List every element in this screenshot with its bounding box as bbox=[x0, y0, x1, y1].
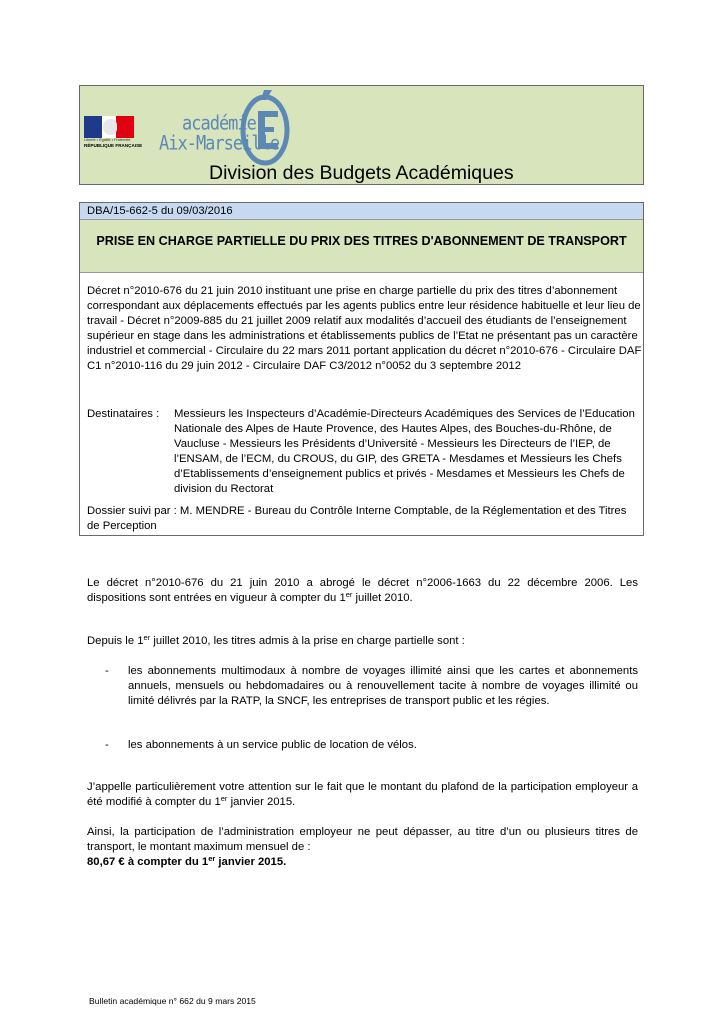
recipients-text: Messieurs les Inspecteurs d’Académie-Directeurs Académiques des Services de l’Education Nationale des Alpes de Haute Provence, des Hautes Alpes, des Bouches-du-Rhône, de Vaucluse - Messieurs les Présidents d’Université - Messieurs les Directeurs de l’IEP, de l’ENSAM, de l’ECM, du CROUS, du GIP, des GRETA - Mesdames et Messieurs les Chefs d’Etablissements d’enseignement publics et privés - Mesdames et Messieurs les Chefs de division du Rectorat bbox=[174, 408, 635, 496]
division-title: Division des Budgets Académiques bbox=[209, 162, 514, 184]
paragraph-attention: J’appelle particulièrement votre attention sur le fait que le montant du plafond de la participation employeur a été modifié à compter du 1er janvier 2015. bbox=[87, 781, 638, 809]
logo-aix-marseille-text: Aix-Marseille bbox=[159, 132, 280, 155]
republic-motto: Liberté • Égalité • Fraternité bbox=[84, 138, 131, 142]
bullet-marker: - bbox=[105, 665, 109, 677]
reference-number: DBA/15-662-5 du 09/03/2016 bbox=[80, 203, 643, 220]
page-footer: Bulletin académique n° 662 du 9 mars 2015 bbox=[89, 996, 256, 1006]
document-title: PRISE EN CHARGE PARTIELLE DU PRIX DES TITRES D'ABONNEMENT DE TRANSPORT bbox=[96, 234, 627, 248]
title-band bbox=[80, 220, 643, 273]
letterhead bbox=[79, 85, 644, 185]
republic-name: RÉPUBLIQUE FRANÇAISE bbox=[84, 143, 143, 148]
maximum-amount: 80,67 € à compter du 1er janvier 2015. bbox=[87, 854, 287, 869]
paragraph-since: Depuis le 1er juillet 2010, les titres admis à la prise en charge partielle sont : bbox=[87, 633, 465, 647]
bullet-marker: - bbox=[105, 739, 109, 751]
logo-academie-text: académie bbox=[182, 112, 256, 135]
french-flag-icon bbox=[84, 116, 134, 138]
circular-info-box bbox=[79, 202, 644, 536]
list-item: les abonnements à un service public de location de vélos. bbox=[128, 739, 417, 751]
followed-by: Dossier suivi par : M. MENDRE - Bureau du Contrôle Interne Comptable, de la Réglementation et des Titres de Perception bbox=[87, 505, 627, 533]
list-item: les abonnements multimodaux à nombre de voyages illimité ainsi que les cartes et abonnements annuels, mensuels ou hebdomadaires ou à renouvellement tacite à nombre de voyages illimité ou limité délivrés par la RATP, la SNCF, les entreprises de transport public et les régies. bbox=[128, 665, 638, 708]
recipients-label: Destinataires : bbox=[87, 408, 160, 420]
paragraph-maximum: Ainsi, la participation de l’administration employeur ne peut dépasser, au titre d’un ou plusieurs titres de transport, le montant maximum mensuel de : 80,67 € à compter du 1er janvier 2015. bbox=[87, 826, 638, 869]
marianne-logo bbox=[84, 116, 143, 154]
paragraph-decree: Le décret n°2010-676 du 21 juin 2010 a abrogé le décret n°2006-1663 du 22 décembre 2006. Les dispositions sont entrées en vigueur à compter du 1er juillet 2010. bbox=[87, 577, 638, 605]
legal-references: Décret n°2010-676 du 21 juin 2010 instituant une prise en charge partielle du prix des titres d’abonnement correspondant aux déplacements effectués par les agents publics entre leur résidence habituelle et leur lieu de travail - Décret n°2009-885 du 21 juillet 2009 relatif aux modalités d’accueil des étudiants de l’enseignement supérieur en stage dans les administrations et établissements publics de l’Etat ne présentant pas un caractère industriel et commercial - Circulaire du 22 mars 2011 portant application du décret n°2010-676 - Circulaire DAF C1 n°2010-116 du 29 juin 2012 - Circulaire DAF C3/2012 n°0052 du 3 septembre 2012 bbox=[87, 285, 642, 373]
